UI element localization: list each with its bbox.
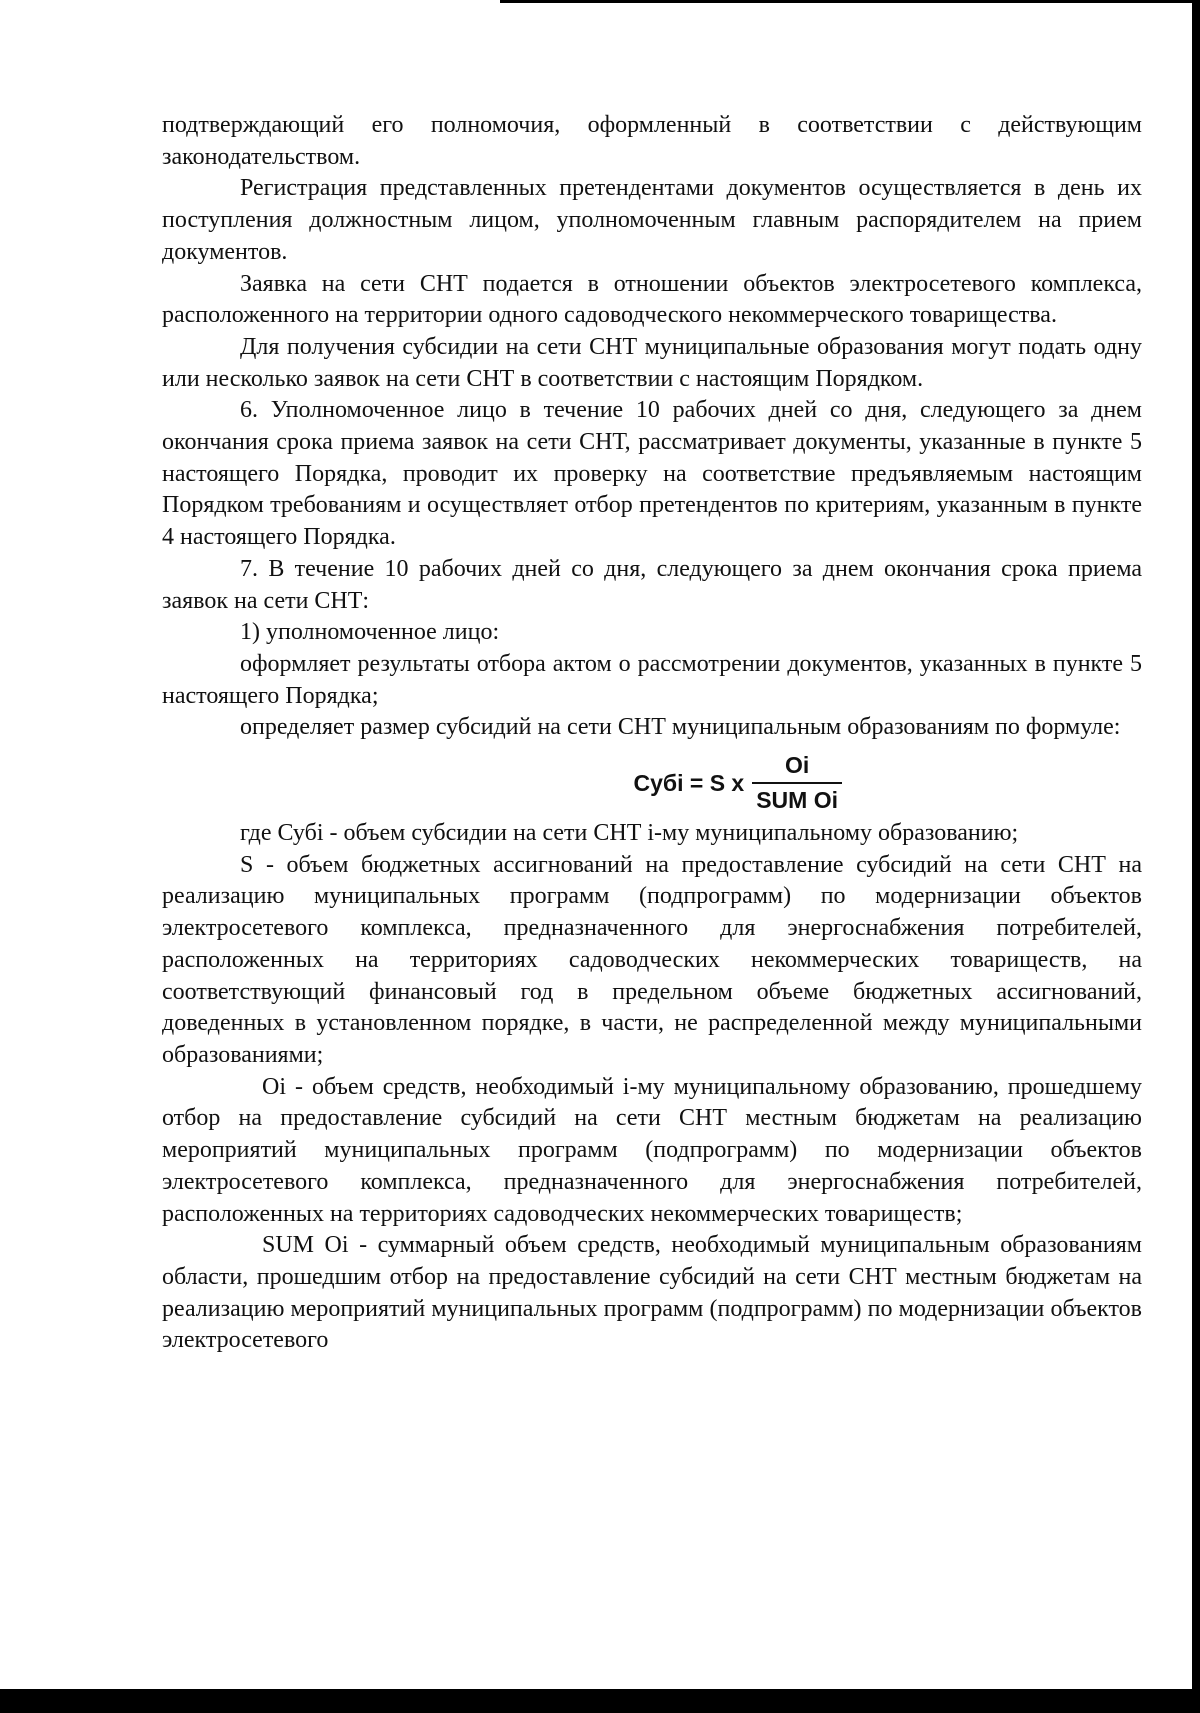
formula-lhs: Субi = S x xyxy=(633,769,745,796)
scan-right-edge xyxy=(1192,0,1200,1713)
paragraph-multiple-applications: Для получения субсидии на сети СНТ муниципальные образования могут подать одну или несколько заявок на сети СНТ в соответствии с настоящим Порядком. xyxy=(162,333,1142,392)
formula-numerator: Oi xyxy=(784,752,810,779)
paragraph-registration: Регистрация представленных претендентами документов осуществляется в день их поступления должностным лицом, уполномоченным главным распорядителем на прием документов. xyxy=(162,175,1142,265)
paragraph-formula-intro: определяет размер субсидий на сети СНТ муниципальным образованиям по формуле: xyxy=(240,714,1121,741)
paragraph-application-scope: Заявка на сети СНТ подается в отношении объектов электросетевого комплекса, расположенного на территории одного садоводческого некоммерческого товарищества. xyxy=(162,270,1142,329)
scan-top-edge xyxy=(500,0,1200,3)
definition-oi: Oi - объем средств, необходимый i-му муниципальному образованию, прошедшему отбор на предоставление субсидий на сети СНТ местным бюджетам на реализацию мероприятий муниципальных программ (подпрограмм) по модернизации объектов электросетевого комплекса, предназначенного для энергоснабжения потребителей, расположенных на территориях садоводческих некоммерческих товариществ; xyxy=(162,1073,1142,1227)
paragraph-item-6: 6. Уполномоченное лицо в течение 10 рабочих дней со дня, следующего за днем окончания срока приема заявок на сети СНТ, рассматривает документы, указанные в пункте 5 настоящего Порядка, проводит их проверку на соответствие предъявляемым настоящим Порядком требованиям и осуществляет отбор претендентов по критериям, указанным в пункте 4 настоящего Порядка. xyxy=(162,397,1142,551)
definition-sum-oi: SUM Oi - суммарный объем средств, необходимый муниципальным образованиям области, прошедшим отбор на предоставление субсидий на сети СНТ местным бюджетам на реализацию мероприятий муниципальных программ (подпрограмм) по модернизации объектов электросетевого xyxy=(162,1232,1142,1354)
formula-denominator: SUM Oi xyxy=(752,782,842,814)
definition-subi: где Субi - объем субсидии на сети СНТ i-му муниципальному образованию; xyxy=(240,820,1019,847)
definition-s: S - объем бюджетных ассигнований на предоставление субсидий на сети СНТ на реализацию муниципальных программ (подпрограмм) по модернизации объектов электросетевого комплекса, предназначенного для энергоснабжения потребителей, расположенных на территориях садоводческих некоммерческих товариществ, на соответствующий финансовый год в предельном объеме бюджетных ассигнований, доведенных в установленном порядке, в части, не распределенной между муниципальными образованиями; xyxy=(162,851,1142,1068)
formula-fraction xyxy=(752,752,842,814)
paragraph-subitem-1: 1) уполномоченное лицо: xyxy=(240,619,500,646)
subsidy-formula xyxy=(162,752,1142,814)
scan-bottom-edge xyxy=(0,1689,1200,1713)
paragraph-act-of-review: оформляет результаты отбора актом о рассмотрении документов, указанных в пункте 5 настоящего Порядка; xyxy=(162,650,1142,709)
paragraph-item-7: 7. В течение 10 рабочих дней со дня, следующего за днем окончания срока приема заявок на сети СНТ: xyxy=(162,555,1142,614)
document-page xyxy=(162,110,1142,1357)
paragraph-continuation: подтверждающий его полномочия, оформленный в соответствии с действующим законодательством. xyxy=(162,112,1142,170)
